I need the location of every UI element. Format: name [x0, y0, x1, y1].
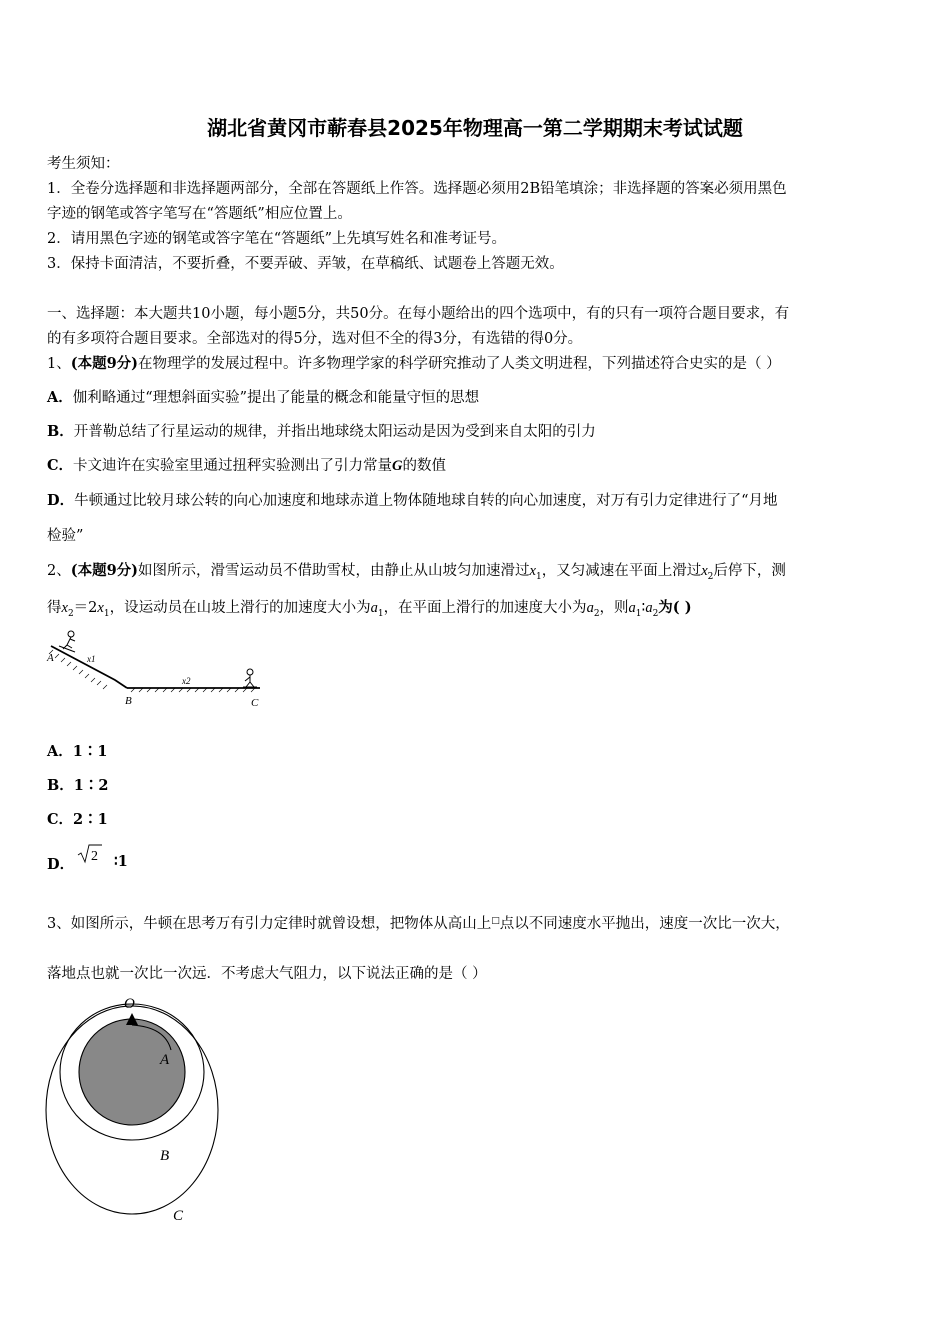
question-text: ，设运动员在山坡上滑行的加速度大小为	[109, 600, 371, 616]
label-c: C	[251, 697, 259, 709]
subscript: 1	[377, 608, 384, 619]
var-a: a	[628, 600, 636, 616]
label-a: A	[47, 652, 54, 664]
var-x: x	[61, 600, 68, 616]
question-3-stem-cont: 落地点也就一次比一次远．不考虑大气阻力，以下说法正确的是（ ）	[47, 966, 487, 982]
slope-hatching	[49, 650, 107, 689]
slope-surface	[51, 646, 127, 688]
subscript: 2	[707, 571, 714, 582]
option-label: C．	[47, 457, 74, 474]
ski-slope-figure	[45, 628, 270, 710]
q1-option-b	[47, 420, 596, 441]
var-a: a	[370, 600, 378, 616]
notice-item-1-cont: 字迹的钢笔或答字笔写在“答题纸”相应位置上。	[47, 206, 352, 222]
question-text: 得	[47, 600, 62, 616]
question-number: 2、	[47, 563, 71, 579]
option-text: 1∶2	[73, 777, 109, 794]
var-x: x	[97, 600, 104, 616]
notice-item-2: 2．请用黑色字迹的钢笔或答字笔在“答题纸”上先填写姓名和准考证号。	[47, 231, 507, 247]
q2-option-a	[47, 740, 107, 761]
constant-g: G	[392, 458, 403, 474]
ratio-colon: ∶	[641, 600, 646, 616]
q2-option-c	[47, 808, 108, 829]
question-2-stem	[47, 559, 786, 582]
question-score: (本题9分)	[70, 355, 139, 372]
notice-item-1: 1．全卷分选择题和非选择题两部分，全部在答题纸上作答。选择题必须用2B铅笔填涂；非选择题的答案必须用黑色	[47, 181, 787, 197]
var-a: a	[645, 600, 653, 616]
option-label: B．	[47, 423, 74, 440]
var-x: x	[529, 563, 536, 579]
q2-option-b	[47, 774, 108, 795]
option-label: D．	[47, 492, 75, 509]
var-x: x	[701, 563, 708, 579]
earth	[79, 1019, 185, 1125]
notice-item-3: 3．保持卡面清洁，不要折叠，不要弄破、弄皱，在草稿纸、试题卷上答题无效。	[47, 256, 564, 272]
label-o: O	[124, 996, 135, 1012]
question-text: 如图所示，牛顿在思考万有引力定律时就曾设想，把物体从高山上	[70, 916, 492, 932]
label-x2: x2	[182, 676, 191, 686]
section-1-intro-cont: 的有多项符合题目要求。全部选对的得5分，选对但不全的得3分，有选错的得0分。	[47, 331, 583, 347]
question-text: 如图所示，滑雪运动员不借助雪杖，由静止从山坡匀加速滑过	[138, 563, 530, 579]
option-text: 卡文迪许在实验室里通过扭秤实验测出了引力常量	[73, 458, 393, 474]
option-text: 牛顿通过比较月球公转的向心加速度和地球赤道上物体随地球自转的向心加速度，对万有引力定律进行了“月地	[74, 493, 778, 509]
subscript: 1	[535, 571, 542, 582]
section-1-intro: 一、选择题：本大题共10小题，每小题5分，共50分。在每小题给出的四个选项中，有的只有一项符合题目要求，有	[47, 306, 790, 322]
option-label: A．	[47, 743, 73, 760]
missing-glyph: □	[491, 916, 500, 926]
question-1-stem	[47, 352, 781, 373]
q2-option-d-ratio: ∶1	[114, 853, 128, 870]
option-text: 2∶1	[73, 811, 108, 828]
question-number: 1、	[47, 356, 71, 372]
subscript: 2	[652, 608, 659, 619]
question-2-stem-cont	[47, 596, 692, 619]
option-text: 开普勒总结了行星运动的规律，并指出地球绕太阳运动是因为受到来自太阳的引力	[73, 424, 596, 440]
question-text: 在物理学的发展过程中。许多物理学家的科学研究推动了人类文明进程，下列描述符合史实的是（ ）	[138, 356, 781, 372]
question-text: 点以不同速度水平抛出，速度一次比一次大，	[499, 916, 790, 932]
subscript: 2	[67, 608, 74, 619]
option-label: D．	[47, 856, 75, 873]
label-c: C	[173, 1208, 184, 1224]
option-label: B．	[47, 777, 74, 794]
subscript: 1	[635, 608, 642, 619]
subscript: 1	[103, 608, 110, 619]
question-text: 为( )	[658, 599, 692, 616]
label-x1: x1	[87, 654, 96, 664]
option-text: 的数值	[402, 458, 447, 474]
skier-bottom	[243, 669, 257, 687]
q1-option-d-cont: 检验”	[47, 528, 84, 544]
question-text: ，又匀减速在平面上滑过	[541, 563, 702, 579]
question-number: 3、	[47, 916, 71, 932]
question-text: ，则	[599, 600, 629, 616]
label-b: B	[125, 695, 132, 707]
question-text: 后停下，测	[713, 563, 786, 579]
orbit-figure	[40, 992, 230, 1232]
equation-text: ＝2	[73, 600, 98, 616]
skier-top	[59, 631, 75, 652]
q1-option-d	[47, 489, 778, 510]
sqrt-symbol	[76, 842, 106, 864]
label-b: B	[160, 1148, 170, 1164]
q2-option-d	[47, 853, 74, 874]
notice-heading: 考生须知：	[47, 156, 120, 172]
question-score: (本题9分)	[70, 562, 139, 579]
q1-option-a	[47, 386, 479, 407]
question-text: ，在平面上滑行的加速度大小为	[383, 600, 587, 616]
q1-option-c	[47, 454, 446, 475]
label-a: A	[160, 1052, 170, 1068]
var-a: a	[586, 600, 594, 616]
page-title: 湖北省黄冈市蕲春县2025年物理高一第二学期期末考试试题	[207, 116, 743, 140]
option-label: A．	[47, 389, 73, 406]
sqrt-radicand: 2	[91, 849, 98, 864]
subscript: 2	[593, 608, 600, 619]
option-label: C．	[47, 811, 74, 828]
question-3-stem	[47, 912, 790, 933]
option-text: 1∶1	[72, 743, 108, 760]
option-text: 伽利略通过“理想斜面实验”提出了能量的概念和能量守恒的思想	[72, 390, 480, 406]
